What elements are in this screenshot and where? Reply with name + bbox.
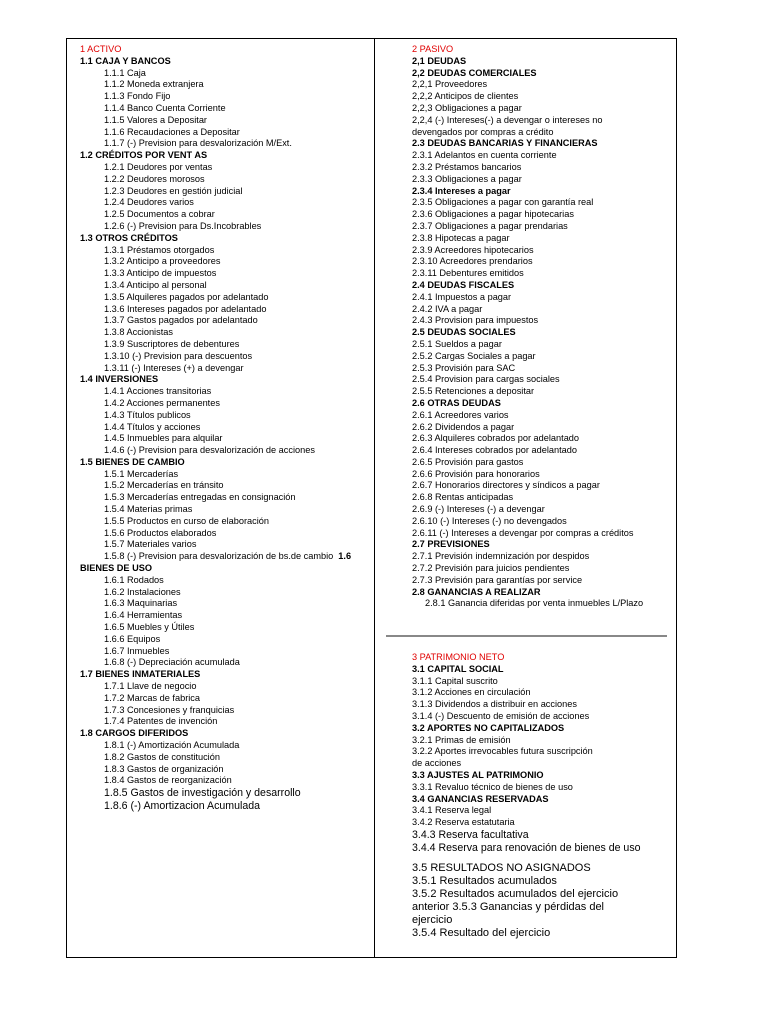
activo-account-text: 1.3.7 Gastos pagados por adelantado	[104, 315, 258, 326]
activo-account-text: 1.8.1 (-) Amortización Acumulada	[104, 740, 240, 751]
pasivo-account-text: 2.3.2 Préstamos bancarios	[412, 161, 522, 172]
activo-account-text: 1.1.3 Fondo Fijo	[104, 91, 171, 102]
activo-section-heading	[80, 669, 370, 681]
pasivo-account-text: 2.4 DEUDAS FISCALES	[412, 279, 515, 290]
patrimonio-account-line	[412, 758, 670, 770]
activo-account-text: 1.3.6 Intereses pagados por adelantado	[104, 303, 267, 314]
patrimonio-account-line	[412, 842, 670, 855]
pasivo-account-text: 2.3 DEUDAS BANCARIAS Y FINANCIERAS	[412, 138, 598, 149]
pasivo-account-text: 2.3.3 Obligaciones a pagar	[412, 173, 522, 184]
activo-account-text: 1.3.9 Suscriptores de debentures	[104, 338, 240, 349]
activo-account-line	[80, 410, 370, 422]
activo-account-line	[80, 693, 370, 705]
activo-list	[80, 56, 370, 813]
pasivo-section-heading	[412, 587, 670, 599]
patrimonio-account-line	[412, 829, 670, 842]
resultados-line: 3.5.1 Resultados acumulados	[412, 875, 557, 888]
activo-section-heading	[80, 56, 370, 68]
pasivo-account-line	[412, 256, 670, 268]
pasivo-account-text: 2.5.1 Sueldos a pagar	[412, 338, 502, 349]
pasivo-account-text: 2.7 PREVISIONES	[412, 539, 490, 550]
activo-section-heading	[80, 374, 370, 386]
activo-account-line	[80, 764, 370, 776]
pasivo-account-line	[412, 91, 670, 103]
pasivo-account-line	[412, 386, 670, 398]
pasivo-list	[412, 56, 670, 610]
activo-account-line	[80, 268, 370, 280]
activo-account-line	[80, 79, 370, 91]
patrimonio-title: 3 PATRIMONIO NETO	[412, 652, 505, 662]
activo-account-text: 1.3.8 Accionistas	[104, 327, 173, 338]
pasivo-account-text: 2.6.2 Dividendos a pagar	[412, 421, 515, 432]
activo-account-text: 1.4.6 (-) Prevision para desvalorización de acciones	[104, 445, 315, 456]
pasivo-account-text: 2.5.2 Cargas Sociales a pagar	[412, 350, 536, 361]
activo-account-line	[80, 197, 370, 209]
pasivo-account-line	[412, 174, 670, 186]
activo-account-text: 1.1.5 Valores a Depositar	[104, 114, 207, 125]
pasivo-account-text: 2.6.10 (-) Intereses (-) no devengados	[412, 515, 567, 526]
activo-account-text: 1.4.5 Inmuebles para alquilar	[104, 433, 223, 444]
activo-account-line	[80, 280, 370, 292]
activo-account-line	[80, 752, 370, 764]
activo-account-line	[80, 587, 370, 599]
activo-account-line	[80, 800, 370, 813]
pasivo-account-text: 2,2,4 (-) Intereses(-) a devengar o intereses no	[412, 114, 603, 125]
activo-account-text: 1.7.2 Marcas de fabrica	[104, 692, 201, 703]
activo-account-text: 1.6.4 Herramientas	[104, 610, 183, 621]
resultados-line: ejercicio	[412, 914, 453, 927]
patrimonio-account-text: 3.3 AJUSTES AL PATRIMONIO	[412, 769, 544, 780]
patrimonio-account-text: 3.2 APORTES NO CAPITALIZADOS	[412, 722, 565, 733]
pasivo-account-line	[412, 563, 670, 575]
activo-account-line	[80, 386, 370, 398]
activo-account-line	[80, 469, 370, 481]
pasivo-account-text: 2.3.10 Acreedores prendarios	[412, 256, 533, 267]
activo-account-line	[80, 716, 370, 728]
pasivo-account-text: 2.5.5 Retenciones a depositar	[412, 386, 535, 397]
activo-section-heading	[80, 728, 370, 740]
activo-section-heading	[80, 233, 370, 245]
activo-account-text: 1.8.6 (-) Amortizacion Acumulada	[104, 799, 261, 812]
patrimonio-account-text: 3.1.1 Capital suscrito	[412, 675, 498, 686]
activo-account-text: 1.5.7 Materiales varios	[104, 539, 197, 550]
activo-section-heading	[80, 457, 370, 469]
activo-account-text: 1.6.1 Rodados	[104, 574, 164, 585]
pasivo-account-text: 2.6 OTRAS DEUDAS	[412, 397, 501, 408]
activo-account-text: 1.2.1 Deudores por ventas	[104, 161, 213, 172]
activo-account-text: 1.4.4 Títulos y acciones	[104, 421, 201, 432]
patrimonio-account-line	[412, 676, 670, 688]
patrimonio-column	[412, 652, 670, 940]
pasivo-account-text: 2.3.8 Hipotecas a pagar	[412, 232, 510, 243]
activo-account-line	[80, 138, 370, 150]
activo-account-text: 1.2 CRÉDITOS POR VENT AS	[80, 150, 208, 161]
pasivo-account-line	[412, 233, 670, 245]
pasivo-account-line	[412, 598, 670, 610]
pasivo-account-text: 2,1 DEUDAS	[412, 55, 467, 66]
activo-account-line	[80, 445, 370, 457]
resultados-list	[412, 875, 670, 940]
patrimonio-section-heading	[412, 794, 670, 806]
pasivo-account-line	[412, 410, 670, 422]
activo-account-line	[80, 634, 370, 646]
patrimonio-account-line	[412, 735, 670, 747]
pasivo-account-text: 2.7.3 Previsión para garantías por service	[412, 574, 583, 585]
pasivo-account-line	[412, 504, 670, 516]
activo-account-line	[80, 256, 370, 268]
activo-account-line	[80, 315, 370, 327]
pasivo-account-text: 2.6.6 Provisión para honorarios	[412, 468, 540, 479]
patrimonio-account-text: 3.4.1 Reserva legal	[412, 805, 492, 816]
pasivo-section-heading	[412, 68, 670, 80]
pasivo-account-text: 2.4.3 Provision para impuestos	[412, 315, 539, 326]
pasivo-account-text: 2.8.1 Ganancia diferidas por venta inmuebles L/Plazo	[425, 598, 644, 609]
activo-account-text: 1.6.5 Muebles y Útiles	[104, 622, 195, 633]
activo-account-line	[80, 492, 370, 504]
pasivo-account-line	[412, 162, 670, 174]
patrimonio-account-line	[412, 711, 670, 723]
pasivo-account-line	[412, 445, 670, 457]
activo-account-line	[80, 504, 370, 516]
activo-account-text: 1.6.6 Equipos	[104, 633, 161, 644]
pasivo-account-line	[412, 221, 670, 233]
patrimonio-account-text: 3.4.2 Reserva estatutaria	[412, 817, 515, 828]
resultados-line: 3.5.4 Resultado del ejercicio	[412, 927, 551, 940]
patrimonio-account-text: 3.1.4 (-) Descuento de emisión de acciones	[412, 710, 590, 721]
pasivo-account-text: 2.3.9 Acreedores hipotecarios	[412, 244, 534, 255]
pasivo-section-heading	[412, 138, 670, 150]
activo-account-text: 1.8 CARGOS DIFERIDOS	[80, 728, 189, 739]
activo-account-line	[80, 339, 370, 351]
pasivo-account-line	[412, 79, 670, 91]
pasivo-section-heading	[412, 186, 670, 198]
activo-account-text: 1.3.4 Anticipo al personal	[104, 279, 207, 290]
pasivo-account-line	[412, 245, 670, 257]
activo-section-heading	[80, 150, 370, 162]
pasivo-account-line	[412, 551, 670, 563]
activo-account-line	[80, 245, 370, 257]
activo-account-text: 1.1.7 (-) Prevision para desvalorización M/Ext.	[104, 138, 292, 149]
activo-account-line	[80, 186, 370, 198]
activo-account-text: BIENES DE USO	[80, 563, 152, 574]
pasivo-account-text: 2.6.3 Alquileres cobrados por adelantado	[412, 433, 580, 444]
pasivo-account-line	[412, 469, 670, 481]
pasivo-account-text: 2.5.4 Provision para cargas sociales	[412, 374, 560, 385]
pasivo-account-line	[412, 315, 670, 327]
pasivo-section-heading	[412, 327, 670, 339]
activo-account-text: 1.2.5 Documentos a cobrar	[104, 209, 215, 220]
activo-account-text: 1.5.4 Materias primas	[104, 504, 193, 515]
pasivo-section-heading	[412, 398, 670, 410]
activo-account-line	[80, 103, 370, 115]
patrimonio-account-text: 3.4.4 Reserva para renovación de bienes de uso	[412, 841, 641, 854]
patrimonio-section-heading	[412, 723, 670, 735]
activo-account-text: 1.4.1 Acciones transitorias	[104, 386, 212, 397]
activo-account-text: 1.2.2 Deudores morosos	[104, 173, 205, 184]
activo-account-text: 1.3.11 (-) Intereses (+) a devengar	[104, 362, 244, 373]
pasivo-account-text: 2.4.2 IVA a pagar	[412, 303, 483, 314]
activo-account-text: 1.2.4 Deudores varios	[104, 197, 194, 208]
activo-account-text: 1.5.6 Productos elaborados	[104, 527, 217, 538]
activo-account-text: 1.5.8 (-) Prevision para desvalorización de bs.de cambio	[104, 551, 334, 562]
activo-account-text: 1.8.3 Gastos de organización	[104, 763, 224, 774]
patrimonio-account-line	[412, 687, 670, 699]
activo-account-line	[80, 622, 370, 634]
pasivo-account-line	[412, 516, 670, 528]
patrimonio-account-text: 3.1.2 Acciones en circulación	[412, 687, 531, 698]
column-divider	[374, 38, 375, 958]
activo-account-line	[80, 292, 370, 304]
patrimonio-account-text: 3.4.3 Reserva facultativa	[412, 828, 529, 841]
activo-account-line	[80, 115, 370, 127]
pasivo-account-text: 2.3.11 Debentures emitidos	[412, 268, 524, 279]
activo-account-text: 1.1.6 Recaudaciones a Depositar	[104, 126, 240, 137]
resultados-title: 3.5 RESULTADOS NO ASIGNADOS	[412, 862, 591, 875]
activo-account-line	[80, 162, 370, 174]
pasivo-account-text: 2.6.9 (-) Intereses (-) a devengar	[412, 504, 545, 515]
activo-account-text: 1.7.3 Concesiones y franquicias	[104, 704, 235, 715]
pasivo-section-heading	[412, 280, 670, 292]
activo-account-line	[80, 127, 370, 139]
activo-account-line	[80, 68, 370, 80]
activo-account-line	[80, 681, 370, 693]
activo-account-text: 1.7.1 Llave de negocio	[104, 681, 197, 692]
activo-account-text: 1.4.3 Títulos publicos	[104, 409, 191, 420]
patrimonio-account-text: 3.1.3 Dividendos a distribuir en acciones	[412, 699, 577, 710]
pasivo-account-text: 2.3.4 Intereses a pagar	[412, 185, 511, 196]
resultados-line: 3.5.2 Resultados acumulados del ejercicio	[412, 888, 619, 901]
pasivo-account-text: 2.3.6 Obligaciones a pagar hipotecarias	[412, 209, 574, 220]
activo-account-text: 1.1.2 Moneda extranjera	[104, 79, 204, 90]
patrimonio-account-text: 3.2.1 Primas de emisión	[412, 734, 511, 745]
activo-account-text: 1.3.3 Anticipo de impuestos	[104, 268, 217, 279]
pasivo-account-line	[412, 433, 670, 445]
activo-account-text: 1.5.2 Mercaderías en tránsito	[104, 480, 224, 491]
activo-account-text: 1.2.3 Deudores en gestión judicial	[104, 185, 243, 196]
pasivo-account-text: 2,2,3 Obligaciones a pagar	[412, 102, 522, 113]
pasivo-section-heading	[412, 56, 670, 68]
activo-account-line	[80, 363, 370, 375]
activo-account-line	[80, 787, 370, 800]
pasivo-account-text: 2.6.1 Acreedores varios	[412, 409, 509, 420]
activo-account-tail: 1.6	[338, 551, 352, 562]
patrimonio-account-line	[412, 817, 670, 829]
pasivo-account-text: 2.3.1 Adelantos en cuenta corriente	[412, 150, 557, 161]
pasivo-account-line	[412, 374, 670, 386]
activo-account-text: 1.3.5 Alquileres pagados por adelantado	[104, 291, 269, 302]
activo-account-line	[80, 433, 370, 445]
activo-account-line	[80, 551, 370, 563]
pasivo-account-line	[412, 422, 670, 434]
pasivo-account-line	[412, 480, 670, 492]
pasivo-account-line	[412, 127, 670, 139]
patrimonio-account-text: 3.4 GANANCIAS RESERVADAS	[412, 793, 549, 804]
patrimonio-account-line	[412, 746, 670, 758]
pasivo-column	[412, 44, 670, 610]
activo-title: 1 ACTIVO	[80, 44, 122, 54]
activo-account-line	[80, 528, 370, 540]
pasivo-account-text: 2.6.7 Honorarios directores y síndicos a pagar	[412, 480, 600, 491]
patrimonio-account-text: 3.3.1 Revaluo técnico de bienes de uso	[412, 781, 573, 792]
activo-account-text: 1.6.7 Inmuebles	[104, 645, 170, 656]
activo-account-text: 1.6.3 Maquinarias	[104, 598, 178, 609]
activo-account-line	[80, 480, 370, 492]
activo-account-text: 1.2.6 (-) Prevision para Ds.Incobrables	[104, 220, 262, 231]
pasivo-account-text: 2.7.1 Previsión indemnización por despidos	[412, 551, 590, 562]
activo-account-line	[80, 705, 370, 717]
pasivo-account-line	[412, 339, 670, 351]
pasivo-account-text: 2.3.5 Obligaciones a pagar con garantía real	[412, 197, 594, 208]
pasivo-account-line	[412, 103, 670, 115]
activo-account-line	[80, 209, 370, 221]
activo-account-text: 1.7.4 Patentes de invención	[104, 716, 218, 727]
activo-account-text: 1.3.10 (-) Prevision para descuentos	[104, 350, 253, 361]
patrimonio-section-heading	[412, 770, 670, 782]
activo-account-line	[80, 174, 370, 186]
resultados-line: anterior 3.5.3 Ganancias y pérdidas del	[412, 901, 605, 914]
activo-account-line	[80, 327, 370, 339]
pasivo-account-line	[412, 115, 670, 127]
activo-account-line	[80, 398, 370, 410]
pasivo-account-text: 2.5 DEUDAS SOCIALES	[412, 327, 516, 338]
section-separator	[386, 635, 667, 637]
activo-account-text: 1.4.2 Acciones permanentes	[104, 397, 220, 408]
patrimonio-account-line	[412, 782, 670, 794]
pasivo-account-line	[412, 197, 670, 209]
patrimonio-section-heading	[412, 664, 670, 676]
pasivo-account-text: 2,2,1 Proveedores	[412, 79, 488, 90]
patrimonio-account-line	[412, 805, 670, 817]
pasivo-account-line	[412, 363, 670, 375]
pasivo-account-line	[412, 457, 670, 469]
activo-account-text: 1.8.5 Gastos de investigación y desarrollo	[104, 787, 301, 800]
activo-account-text: 1.8.4 Gastos de reorganización	[104, 775, 232, 786]
pasivo-account-line	[412, 150, 670, 162]
activo-account-text: 1.3 OTROS CRÉDITOS	[80, 232, 178, 243]
activo-account-line	[80, 775, 370, 787]
activo-account-text: 1.1 CAJA Y BANCOS	[80, 55, 171, 66]
activo-account-text: 1.6.8 (-) Depreciación acumulada	[104, 657, 240, 668]
pasivo-account-text: 2.5.3 Provisión para SAC	[412, 362, 516, 373]
activo-account-text: 1.5 BIENES DE CAMBIO	[80, 456, 185, 467]
patrimonio-account-line	[412, 699, 670, 711]
activo-account-text: 1.3.1 Préstamos otorgados	[104, 244, 215, 255]
activo-section-heading	[80, 563, 370, 575]
activo-account-line	[80, 539, 370, 551]
activo-account-line	[80, 422, 370, 434]
pasivo-account-text: 2.6.4 Intereses cobrados por adelantado	[412, 445, 577, 456]
patrimonio-account-text: 3.1 CAPITAL SOCIAL	[412, 663, 504, 674]
pasivo-account-text: 2.3.7 Obligaciones a pagar prendarias	[412, 220, 568, 231]
activo-account-text: 1.5.1 Mercaderías	[104, 468, 179, 479]
activo-account-line	[80, 351, 370, 363]
patrimonio-list	[412, 664, 670, 855]
activo-account-line	[80, 740, 370, 752]
patrimonio-account-text: de acciones	[412, 758, 462, 769]
pasivo-account-text: 2,2,2 Anticipos de clientes	[412, 91, 519, 102]
activo-account-text: 1.7 BIENES INMATERIALES	[80, 669, 201, 680]
activo-account-text: 1.5.5 Productos en curso de elaboración	[104, 515, 269, 526]
activo-account-text: 1.1.1 Caja	[104, 67, 146, 78]
pasivo-account-line	[412, 209, 670, 221]
pasivo-account-text: 2.6.5 Provisión para gastos	[412, 456, 524, 467]
activo-account-line	[80, 221, 370, 233]
pasivo-account-line	[412, 292, 670, 304]
activo-column	[80, 44, 370, 813]
pasivo-account-line	[412, 528, 670, 540]
pasivo-account-text: 2.7.2 Previsión para juicios pendientes	[412, 563, 570, 574]
activo-account-line	[80, 610, 370, 622]
pasivo-section-heading	[412, 539, 670, 551]
activo-account-line	[80, 304, 370, 316]
pasivo-account-text: 2.6.8 Rentas anticipadas	[412, 492, 514, 503]
pasivo-account-text: 2.4.1 Impuestos a pagar	[412, 291, 512, 302]
activo-account-text: 1.3.2 Anticipo a proveedores	[104, 256, 221, 267]
activo-account-line	[80, 516, 370, 528]
activo-account-line	[80, 575, 370, 587]
activo-account-line	[80, 91, 370, 103]
activo-account-text: 1.8.2 Gastos de constitución	[104, 751, 220, 762]
activo-account-text: 1.4 INVERSIONES	[80, 374, 159, 385]
pasivo-account-text: 2,2 DEUDAS COMERCIALES	[412, 67, 537, 78]
pasivo-account-text: devengados por compras a crédito	[412, 126, 554, 137]
patrimonio-account-text: 3.2.2 Aportes irrevocables futura suscripción	[412, 746, 593, 757]
pasivo-account-line	[412, 575, 670, 587]
activo-account-line	[80, 657, 370, 669]
activo-account-line	[80, 598, 370, 610]
activo-account-text: 1.1.4 Banco Cuenta Corriente	[104, 102, 226, 113]
pasivo-title: 2 PASIVO	[412, 44, 454, 54]
pasivo-account-line	[412, 492, 670, 504]
pasivo-account-line	[412, 304, 670, 316]
activo-account-text: 1.5.3 Mercaderías entregadas en consignación	[104, 492, 296, 503]
pasivo-account-text: 2.8 GANANCIAS A REALIZAR	[412, 586, 541, 597]
pasivo-account-text: 2.6.11 (-) Intereses a devengar por compras a créditos	[412, 527, 634, 538]
activo-account-line	[80, 646, 370, 658]
activo-account-text: 1.6.2 Instalaciones	[104, 586, 181, 597]
pasivo-account-line	[412, 268, 670, 280]
pasivo-account-line	[412, 351, 670, 363]
